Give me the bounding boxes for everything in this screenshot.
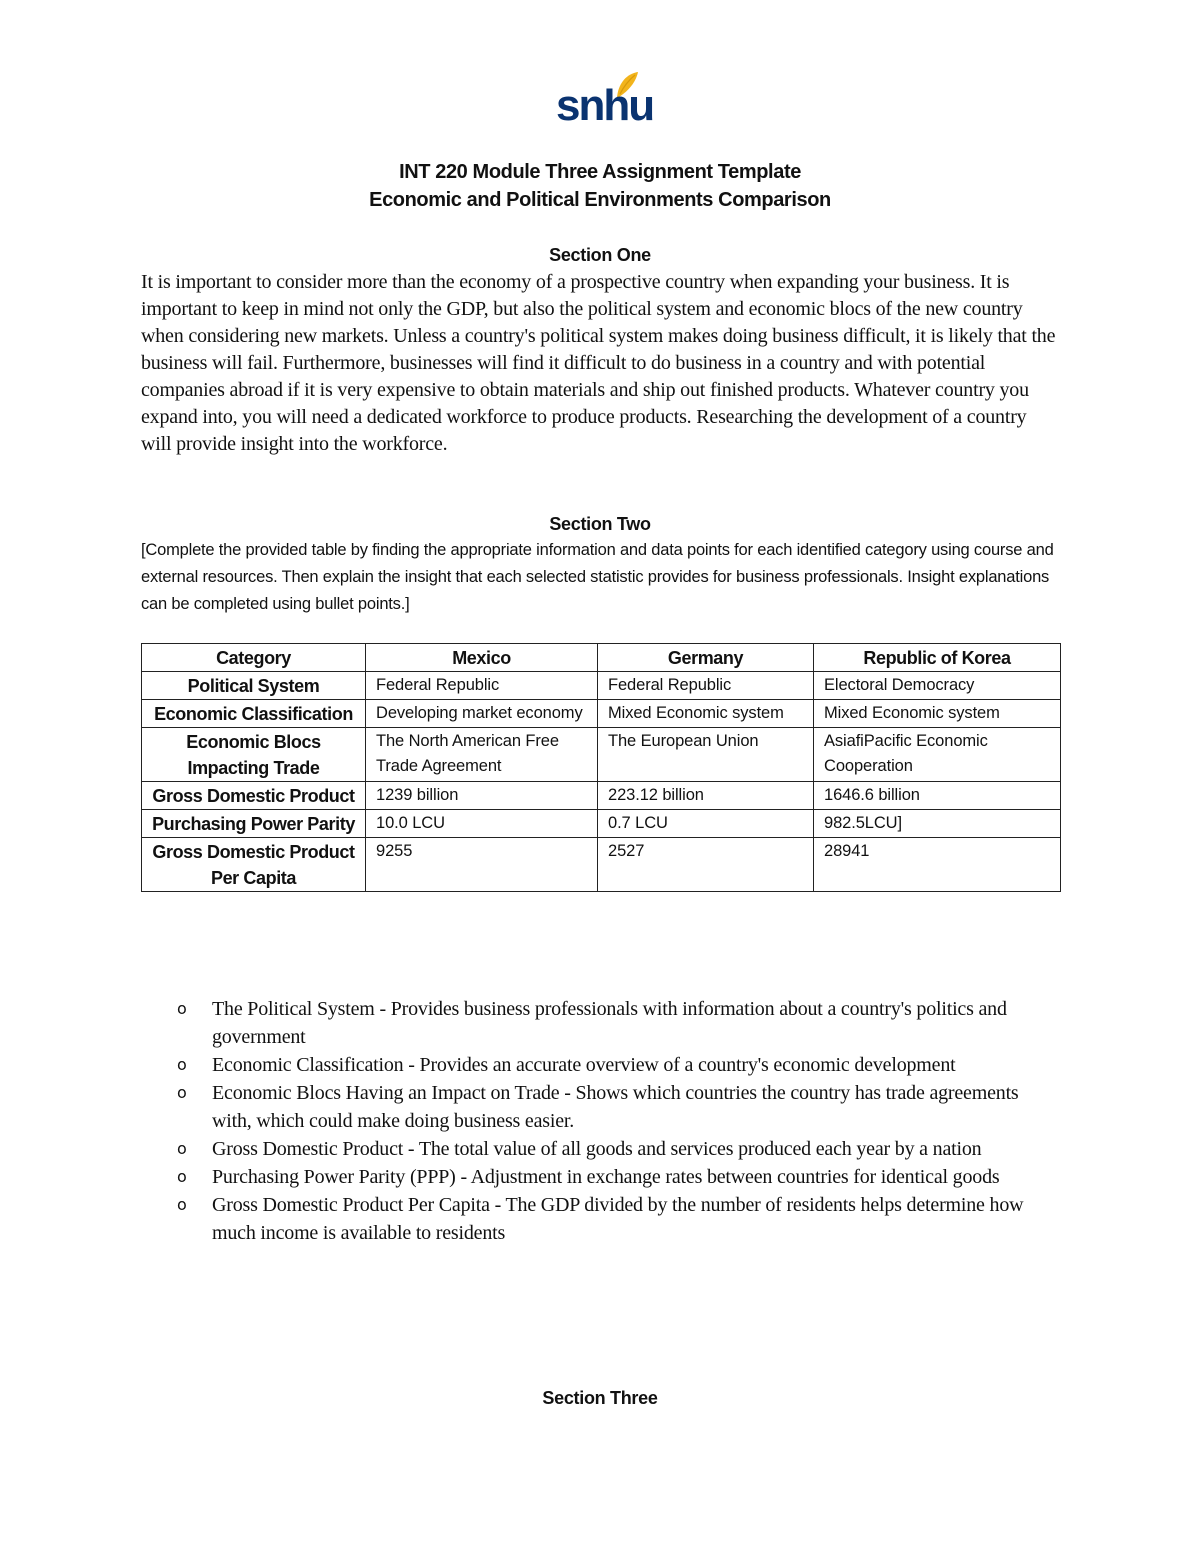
insight-text: Economic Blocs Having an Impact on Trade - Shows which countries the country has trade agreements with, which could make doing business easier. — [212, 1082, 1019, 1132]
row-category: Gross Domestic Product Per Capita — [142, 838, 366, 892]
cell-germany: 0.7 LCU — [598, 810, 814, 838]
table-row — [142, 838, 1061, 892]
bullet-icon: o — [177, 999, 187, 1018]
cell-germany: 2527 — [598, 838, 814, 892]
bullet-icon: o — [177, 1055, 187, 1074]
cell-korea: 982.5LCU] — [814, 810, 1061, 838]
cell-germany: 223.12 billion — [598, 782, 814, 810]
list-item — [141, 995, 1059, 1051]
document-subtitle: Economic and Political Environments Comparison — [369, 189, 831, 211]
cell-mexico: 10.0 LCU — [366, 810, 598, 838]
list-item — [141, 1163, 1059, 1191]
section-one-text: It is important to consider more than the economy of a prospective country when expanding your business. It is important to keep in mind not only the GDP, but also the political system and economic blocs of the new country when considering new markets. Unless a country's political system makes doing business difficult, it is likely that the business will fail. Furthermore, businesses will find it difficult to do business in a country and with potential companies abroad if it is very expensive to obtain materials and ship out finished products. Whatever country you expand into, you will need a dedicated workforce to produce products. Researching the development of a country will provide insight into the workforce. — [141, 271, 1056, 455]
cell-mexico: Developing market economy — [366, 700, 598, 728]
table-row — [142, 782, 1061, 810]
section-three-heading: Section Three — [542, 1388, 658, 1408]
insight-list — [141, 995, 1059, 1247]
list-item — [141, 1051, 1059, 1079]
cell-mexico: The North American Free Trade Agreement — [366, 728, 598, 782]
table-row — [142, 672, 1061, 700]
row-category: Purchasing Power Parity — [142, 810, 366, 838]
column-header: Germany — [598, 644, 814, 672]
cell-korea: AsiafiPacific Economic Cooperation — [814, 728, 1061, 782]
row-category: Economic Classification — [142, 700, 366, 728]
section-two-instructions: [Complete the provided table by finding the appropriate information and data points for each identified category using course and external resources. Then explain the insight that each selected statistic provides for business professionals. Insight explanations can be completed using bullet points.] — [141, 541, 1054, 613]
row-category: Political System — [142, 672, 366, 700]
section-one-heading: Section One — [549, 245, 651, 265]
table-row — [142, 700, 1061, 728]
snhu-logo — [554, 70, 654, 135]
row-category: Gross Domestic Product — [142, 782, 366, 810]
insight-text: The Political System - Provides business professionals with information about a country's politics and government — [212, 998, 1007, 1048]
table-header-row — [142, 644, 1061, 672]
column-header: Mexico — [366, 644, 598, 672]
list-item — [141, 1191, 1059, 1247]
cell-korea: Electoral Democracy — [814, 672, 1061, 700]
cell-mexico: Federal Republic — [366, 672, 598, 700]
row-category: Economic Blocs Impacting Trade — [142, 728, 366, 782]
column-header: Category — [142, 644, 366, 672]
cell-mexico: 1239 billion — [366, 782, 598, 810]
insight-text: Purchasing Power Parity (PPP) - Adjustment in exchange rates between countries for identical goods — [212, 1166, 1000, 1188]
cell-germany: The European Union — [598, 728, 814, 782]
cell-germany: Federal Republic — [598, 672, 814, 700]
cell-germany: Mixed Economic system — [598, 700, 814, 728]
bullet-icon: o — [177, 1167, 187, 1186]
table-row — [142, 728, 1061, 782]
bullet-icon: o — [177, 1083, 187, 1102]
insight-text: Gross Domestic Product Per Capita - The GDP divided by the number of residents helps determine how much income is available to residents — [212, 1194, 1024, 1244]
logo-wordmark: snhu — [556, 81, 654, 130]
section-two-heading: Section Two — [549, 514, 651, 534]
cell-mexico: 9255 — [366, 838, 598, 892]
bullet-icon: o — [177, 1195, 187, 1214]
column-header: Republic of Korea — [814, 644, 1061, 672]
cell-korea: 1646.6 billion — [814, 782, 1061, 810]
cell-korea: 28941 — [814, 838, 1061, 892]
insight-text: Gross Domestic Product - The total value of all goods and services produced each year by a nation — [212, 1138, 982, 1160]
list-item — [141, 1079, 1059, 1135]
document-title: INT 220 Module Three Assignment Template — [399, 161, 801, 183]
list-item — [141, 1135, 1059, 1163]
cell-korea: Mixed Economic system — [814, 700, 1061, 728]
insight-text: Economic Classification - Provides an accurate overview of a country's economic development — [212, 1054, 956, 1076]
bullet-icon: o — [177, 1139, 187, 1158]
table-row — [142, 810, 1061, 838]
comparison-table — [141, 643, 1061, 892]
